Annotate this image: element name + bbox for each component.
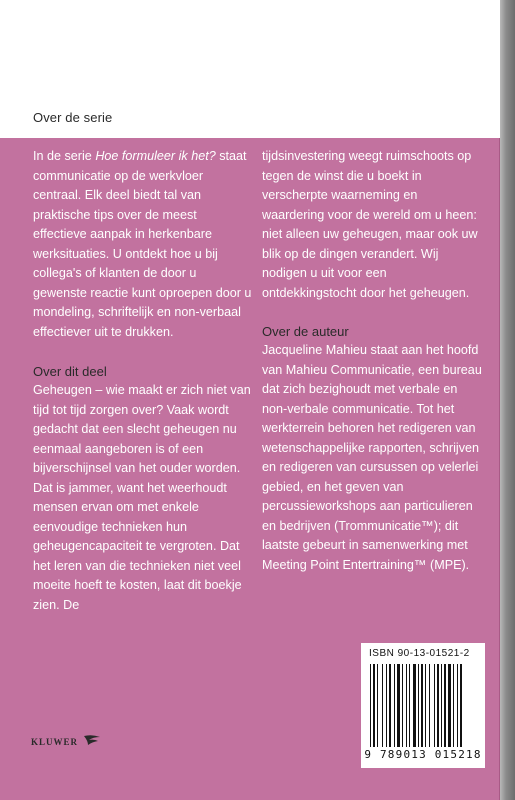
- author-heading: Over de auteur: [262, 324, 349, 339]
- author-text: Jacqueline Mahieu staat aan het hoofd van Mahieu Communicatie, een bureau dat zich bezighoudt met verbale en non-verbale communicatie. Tot het werkterrein behoren het redigeren van wetenschappelijke rapporten, schrijven en redigeren van cursussen op velerlei gebied, en het geven van percussieworkshops aan particulieren en bedrijven (Trommunicatie™); dit laatste gebeurt in samenwerking met Meeting Point Entertraining™ (MPE).: [262, 343, 482, 572]
- series-rest: staat communicatie op de werkvloer centraal. Elk deel biedt tal van praktische tips over de meest effectieve aanpak in herkenbare werksituaties. U ontdekt hoe u bij collega's of klanten de door u gewenste reactie kunt oproepen door u mondeling, schriftelijk en non-verbaal effectiever uit te drukken.: [33, 149, 252, 339]
- barcode-bars: [370, 664, 476, 747]
- right-column: [262, 147, 482, 575]
- ean-number: 9 789013 015218: [364, 748, 482, 761]
- publisher-logo: [31, 733, 101, 751]
- series-intro: In de serie: [33, 149, 96, 163]
- kluwer-wing-icon: [83, 733, 101, 751]
- part-text: Geheugen – wie maakt er zich niet van tijd tot tijd zorgen over? Vaak wordt gedacht dat een slecht geheugen nu eenmaal aangeboren is of een bijverschijnsel van het ouder worden. Dat is jammer, want het weerhoudt mensen ervan om met enkele eenvoudige technieken hun geheugencapaciteit te vergroten. Dat het leren van die technieken niet veel moeite hoeft te kosten, laat dit boekje zien. De: [33, 383, 251, 612]
- part-heading: Over dit deel: [33, 364, 107, 379]
- spine-edge: [500, 0, 515, 800]
- isbn-text: ISBN 90-13-01521-2: [369, 648, 470, 659]
- publisher-name: KLUWER: [31, 737, 79, 747]
- series-heading: Over de serie: [33, 110, 113, 125]
- left-column: [33, 147, 253, 615]
- series-title: Hoe formuleer ik het?: [95, 149, 216, 163]
- part-text-continued: tijdsinvestering weegt ruimschoots op tegen de winst die u boekt in verscherpte waarneming en waardering voor de wereld om u heen: niet alleen uw geheugen, maar ook uw blik op de dingen verandert. Wij nodigen u uit voor een ontdekkingstocht door het geheugen.: [262, 149, 478, 300]
- barcode-label: [361, 643, 485, 768]
- series-text: [33, 147, 253, 342]
